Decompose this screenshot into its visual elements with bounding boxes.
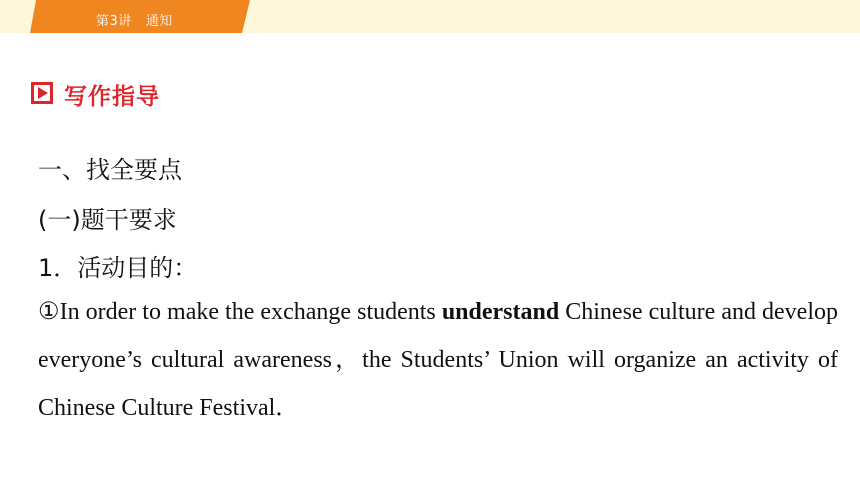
section-title: 写作指导 [64,84,160,110]
header-tab-text [96,10,187,29]
lecture-label: 第3讲 [96,14,132,29]
heading-find-points: 一、找全要点 [38,156,182,184]
purpose-paragraph [38,288,838,432]
item-activity-purpose: 1．活动目的： [38,254,198,282]
topic-label: 通知 [145,14,173,29]
para-bold-word: understand [441,299,560,325]
para-part-1: ①In order to make the exchange students [38,299,442,325]
para-part-2: Chinese culture and develop everyone’s cultural awareness，the Students’ Union will organize an activity of Chinese Culture Festival． [38,299,838,421]
play-icon [31,82,53,104]
heading-requirements: (一)题干要求 [38,206,177,234]
